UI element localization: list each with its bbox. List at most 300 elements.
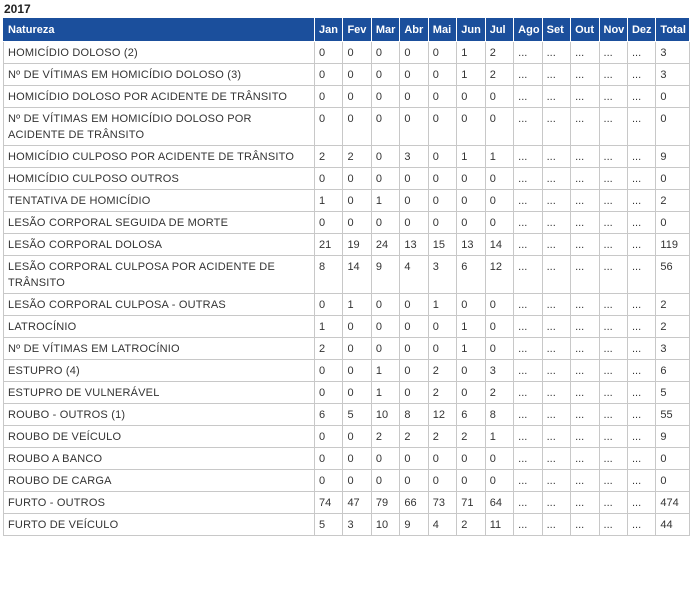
month-value-cell: ... <box>571 294 599 316</box>
month-value-cell: 9 <box>371 256 399 294</box>
total-cell: 0 <box>656 108 690 146</box>
natureza-cell: Nº DE VÍTIMAS EM LATROCÍNIO <box>4 338 315 360</box>
month-value-cell: 14 <box>343 256 371 294</box>
month-value-cell: 1 <box>485 146 513 168</box>
table-row <box>4 64 690 86</box>
month-value-cell: 6 <box>314 404 342 426</box>
month-value-cell: ... <box>599 470 627 492</box>
month-value-cell: 0 <box>343 42 371 64</box>
total-cell: 0 <box>656 168 690 190</box>
month-value-cell: 19 <box>343 234 371 256</box>
month-value-cell: 0 <box>343 108 371 146</box>
total-cell: 474 <box>656 492 690 514</box>
month-value-cell: ... <box>542 294 570 316</box>
month-value-cell: 10 <box>371 514 399 536</box>
month-value-cell: 14 <box>485 234 513 256</box>
month-value-cell: 5 <box>314 514 342 536</box>
table-row <box>4 492 690 514</box>
month-value-cell: 1 <box>457 42 485 64</box>
month-value-cell: 1 <box>457 316 485 338</box>
month-value-cell: 0 <box>314 86 342 108</box>
month-value-cell: 0 <box>428 316 456 338</box>
month-value-cell: 2 <box>428 426 456 448</box>
total-cell: 9 <box>656 426 690 448</box>
month-value-cell: 0 <box>343 448 371 470</box>
month-value-cell: ... <box>627 338 655 360</box>
total-cell: 2 <box>656 316 690 338</box>
table-row <box>4 316 690 338</box>
header-mai: Mai <box>428 18 456 42</box>
month-value-cell: 2 <box>428 360 456 382</box>
month-value-cell: 0 <box>400 42 428 64</box>
month-value-cell: 8 <box>314 256 342 294</box>
natureza-cell: HOMICÍDIO CULPOSO OUTROS <box>4 168 315 190</box>
month-value-cell: ... <box>599 108 627 146</box>
month-value-cell: ... <box>627 168 655 190</box>
month-value-cell: 8 <box>400 404 428 426</box>
month-value-cell: ... <box>599 404 627 426</box>
month-value-cell: ... <box>599 294 627 316</box>
month-value-cell: 1 <box>457 146 485 168</box>
month-value-cell: 1 <box>371 382 399 404</box>
month-value-cell: ... <box>514 448 542 470</box>
month-value-cell: ... <box>571 190 599 212</box>
month-value-cell: ... <box>599 316 627 338</box>
total-cell: 0 <box>656 470 690 492</box>
total-cell: 5 <box>656 382 690 404</box>
table-row <box>4 294 690 316</box>
month-value-cell: ... <box>514 426 542 448</box>
month-value-cell: ... <box>599 360 627 382</box>
month-value-cell: ... <box>627 426 655 448</box>
month-value-cell: 0 <box>428 470 456 492</box>
month-value-cell: 0 <box>457 86 485 108</box>
month-value-cell: 0 <box>371 448 399 470</box>
month-value-cell: ... <box>599 212 627 234</box>
month-value-cell: 0 <box>400 316 428 338</box>
header-total: Total <box>656 18 690 42</box>
month-value-cell: ... <box>627 294 655 316</box>
month-value-cell: 0 <box>314 168 342 190</box>
month-value-cell: 0 <box>400 64 428 86</box>
month-value-cell: ... <box>627 404 655 426</box>
month-value-cell: 10 <box>371 404 399 426</box>
natureza-cell: HOMICÍDIO DOLOSO (2) <box>4 42 315 64</box>
month-value-cell: 0 <box>371 108 399 146</box>
month-value-cell: 66 <box>400 492 428 514</box>
month-value-cell: ... <box>542 212 570 234</box>
month-value-cell: 0 <box>428 108 456 146</box>
month-value-cell: 0 <box>371 146 399 168</box>
month-value-cell: ... <box>627 190 655 212</box>
month-value-cell: 0 <box>400 212 428 234</box>
total-cell: 2 <box>656 190 690 212</box>
month-value-cell: ... <box>542 64 570 86</box>
month-value-cell: ... <box>514 256 542 294</box>
month-value-cell: 0 <box>314 294 342 316</box>
month-value-cell: ... <box>514 316 542 338</box>
month-value-cell: ... <box>542 256 570 294</box>
month-value-cell: 0 <box>343 316 371 338</box>
month-value-cell: 0 <box>343 168 371 190</box>
natureza-cell: HOMICÍDIO CULPOSO POR ACIDENTE DE TRÂNSITO <box>4 146 315 168</box>
month-value-cell: 0 <box>343 212 371 234</box>
header-out: Out <box>571 18 599 42</box>
month-value-cell: 0 <box>314 382 342 404</box>
table-row <box>4 42 690 64</box>
month-value-cell: ... <box>571 470 599 492</box>
month-value-cell: ... <box>599 168 627 190</box>
natureza-cell: FURTO - OUTROS <box>4 492 315 514</box>
month-value-cell: ... <box>514 382 542 404</box>
month-value-cell: 3 <box>400 146 428 168</box>
month-value-cell: ... <box>627 382 655 404</box>
table-row <box>4 146 690 168</box>
month-value-cell: 1 <box>314 316 342 338</box>
month-value-cell: ... <box>514 514 542 536</box>
month-value-cell: 0 <box>343 86 371 108</box>
month-value-cell: 6 <box>457 256 485 294</box>
month-value-cell: ... <box>571 168 599 190</box>
month-value-cell: 64 <box>485 492 513 514</box>
month-value-cell: 1 <box>343 294 371 316</box>
month-value-cell: 2 <box>485 42 513 64</box>
table-row <box>4 338 690 360</box>
month-value-cell: 0 <box>343 338 371 360</box>
month-value-cell: 1 <box>485 426 513 448</box>
month-value-cell: 0 <box>314 212 342 234</box>
month-value-cell: 0 <box>400 382 428 404</box>
month-value-cell: ... <box>627 360 655 382</box>
month-value-cell: 0 <box>485 190 513 212</box>
month-value-cell: 8 <box>485 404 513 426</box>
month-value-cell: 0 <box>371 212 399 234</box>
month-value-cell: 0 <box>314 426 342 448</box>
table-row <box>4 190 690 212</box>
natureza-cell: HOMICÍDIO DOLOSO POR ACIDENTE DE TRÂNSITO <box>4 86 315 108</box>
table-body <box>4 42 690 536</box>
header-natureza: Natureza <box>4 18 315 42</box>
month-value-cell: ... <box>571 514 599 536</box>
month-value-cell: ... <box>599 426 627 448</box>
month-value-cell: ... <box>514 86 542 108</box>
month-value-cell: 2 <box>428 382 456 404</box>
month-value-cell: ... <box>542 404 570 426</box>
month-value-cell: ... <box>514 360 542 382</box>
month-value-cell: 0 <box>457 448 485 470</box>
header-mar: Mar <box>371 18 399 42</box>
natureza-cell: Nº DE VÍTIMAS EM HOMICÍDIO DOLOSO (3) <box>4 64 315 86</box>
table-row <box>4 234 690 256</box>
month-value-cell: ... <box>599 190 627 212</box>
month-value-cell: 1 <box>371 360 399 382</box>
month-value-cell: 12 <box>428 404 456 426</box>
natureza-cell: TENTATIVA DE HOMICÍDIO <box>4 190 315 212</box>
month-value-cell: ... <box>514 212 542 234</box>
month-value-cell: 2 <box>400 426 428 448</box>
month-value-cell: 0 <box>371 86 399 108</box>
natureza-cell: FURTO DE VEÍCULO <box>4 514 315 536</box>
month-value-cell: ... <box>542 168 570 190</box>
month-value-cell: ... <box>542 426 570 448</box>
month-value-cell: 1 <box>457 338 485 360</box>
natureza-cell: ROUBO A BANCO <box>4 448 315 470</box>
month-value-cell: 0 <box>485 212 513 234</box>
month-value-cell: 0 <box>485 448 513 470</box>
month-value-cell: 0 <box>485 338 513 360</box>
natureza-cell: ROUBO DE CARGA <box>4 470 315 492</box>
month-value-cell: ... <box>542 382 570 404</box>
table-row <box>4 86 690 108</box>
month-value-cell: ... <box>627 212 655 234</box>
month-value-cell: 15 <box>428 234 456 256</box>
month-value-cell: 0 <box>400 338 428 360</box>
table-row <box>4 256 690 294</box>
month-value-cell: 24 <box>371 234 399 256</box>
month-value-cell: 4 <box>400 256 428 294</box>
month-value-cell: 0 <box>457 382 485 404</box>
header-fev: Fev <box>343 18 371 42</box>
table-row <box>4 448 690 470</box>
month-value-cell: 2 <box>485 382 513 404</box>
header-dez: Dez <box>627 18 655 42</box>
month-value-cell: 0 <box>400 168 428 190</box>
table-header-row <box>4 18 690 42</box>
table-row <box>4 382 690 404</box>
table-row <box>4 404 690 426</box>
month-value-cell: 0 <box>371 316 399 338</box>
month-value-cell: ... <box>514 338 542 360</box>
month-value-cell: 0 <box>371 470 399 492</box>
month-value-cell: ... <box>599 256 627 294</box>
month-value-cell: 0 <box>485 316 513 338</box>
month-value-cell: ... <box>599 492 627 514</box>
month-value-cell: ... <box>542 190 570 212</box>
month-value-cell: ... <box>571 64 599 86</box>
month-value-cell: 1 <box>314 190 342 212</box>
month-value-cell: 0 <box>371 42 399 64</box>
month-value-cell: 1 <box>428 294 456 316</box>
month-value-cell: 0 <box>400 448 428 470</box>
month-value-cell: 0 <box>428 146 456 168</box>
month-value-cell: 0 <box>485 168 513 190</box>
month-value-cell: 2 <box>457 514 485 536</box>
month-value-cell: 3 <box>428 256 456 294</box>
month-value-cell: 2 <box>314 338 342 360</box>
month-value-cell: 3 <box>343 514 371 536</box>
month-value-cell: 2 <box>371 426 399 448</box>
month-value-cell: 1 <box>457 64 485 86</box>
month-value-cell: 0 <box>400 360 428 382</box>
month-value-cell: ... <box>599 64 627 86</box>
total-cell: 56 <box>656 256 690 294</box>
month-value-cell: 0 <box>457 212 485 234</box>
month-value-cell: ... <box>627 146 655 168</box>
month-value-cell: 13 <box>400 234 428 256</box>
month-value-cell: 0 <box>343 360 371 382</box>
month-value-cell: ... <box>542 316 570 338</box>
natureza-cell: ESTUPRO DE VULNERÁVEL <box>4 382 315 404</box>
month-value-cell: 0 <box>485 294 513 316</box>
month-value-cell: ... <box>571 108 599 146</box>
month-value-cell: 0 <box>485 86 513 108</box>
header-jun: Jun <box>457 18 485 42</box>
month-value-cell: 0 <box>457 360 485 382</box>
month-value-cell: ... <box>571 382 599 404</box>
month-value-cell: ... <box>571 316 599 338</box>
total-cell: 2 <box>656 294 690 316</box>
month-value-cell: ... <box>627 234 655 256</box>
month-value-cell: ... <box>542 470 570 492</box>
natureza-cell: ESTUPRO (4) <box>4 360 315 382</box>
month-value-cell: ... <box>627 256 655 294</box>
month-value-cell: ... <box>571 234 599 256</box>
month-value-cell: 0 <box>457 108 485 146</box>
month-value-cell: ... <box>514 64 542 86</box>
month-value-cell: 0 <box>400 86 428 108</box>
month-value-cell: 2 <box>343 146 371 168</box>
month-value-cell: ... <box>599 146 627 168</box>
month-value-cell: ... <box>542 42 570 64</box>
header-ago: Ago <box>514 18 542 42</box>
total-cell: 0 <box>656 448 690 470</box>
total-cell: 9 <box>656 146 690 168</box>
month-value-cell: 0 <box>314 470 342 492</box>
month-value-cell: 0 <box>371 64 399 86</box>
month-value-cell: 0 <box>343 382 371 404</box>
header-nov: Nov <box>599 18 627 42</box>
header-jul: Jul <box>485 18 513 42</box>
month-value-cell: ... <box>627 514 655 536</box>
month-value-cell: ... <box>627 470 655 492</box>
month-value-cell: ... <box>571 360 599 382</box>
month-value-cell: 0 <box>400 294 428 316</box>
month-value-cell: 0 <box>428 168 456 190</box>
month-value-cell: ... <box>514 146 542 168</box>
month-value-cell: 0 <box>371 168 399 190</box>
month-value-cell: ... <box>514 492 542 514</box>
month-value-cell: 0 <box>400 470 428 492</box>
month-value-cell: 0 <box>400 190 428 212</box>
month-value-cell: ... <box>542 234 570 256</box>
month-value-cell: ... <box>599 42 627 64</box>
header-jan: Jan <box>314 18 342 42</box>
header-abr: Abr <box>400 18 428 42</box>
natureza-cell: LATROCÍNIO <box>4 316 315 338</box>
month-value-cell: ... <box>627 448 655 470</box>
month-value-cell: ... <box>599 234 627 256</box>
total-cell: 3 <box>656 338 690 360</box>
month-value-cell: ... <box>542 338 570 360</box>
table-row <box>4 108 690 146</box>
month-value-cell: ... <box>571 426 599 448</box>
month-value-cell: 0 <box>343 64 371 86</box>
month-value-cell: ... <box>571 448 599 470</box>
month-value-cell: 1 <box>371 190 399 212</box>
month-value-cell: ... <box>514 108 542 146</box>
month-value-cell: 0 <box>428 86 456 108</box>
month-value-cell: ... <box>542 492 570 514</box>
month-value-cell: ... <box>514 470 542 492</box>
month-value-cell: ... <box>542 360 570 382</box>
month-value-cell: 2 <box>314 146 342 168</box>
month-value-cell: 12 <box>485 256 513 294</box>
month-value-cell: 0 <box>314 64 342 86</box>
month-value-cell: 0 <box>371 338 399 360</box>
month-value-cell: ... <box>627 108 655 146</box>
month-value-cell: ... <box>571 146 599 168</box>
month-value-cell: ... <box>627 42 655 64</box>
month-value-cell: 0 <box>314 42 342 64</box>
month-value-cell: 0 <box>428 338 456 360</box>
natureza-cell: ROUBO DE VEÍCULO <box>4 426 315 448</box>
table-row <box>4 212 690 234</box>
natureza-cell: LESÃO CORPORAL SEGUIDA DE MORTE <box>4 212 315 234</box>
month-value-cell: 47 <box>343 492 371 514</box>
month-value-cell: ... <box>514 234 542 256</box>
month-value-cell: ... <box>599 86 627 108</box>
month-value-cell: 0 <box>457 294 485 316</box>
month-value-cell: 4 <box>428 514 456 536</box>
total-cell: 6 <box>656 360 690 382</box>
month-value-cell: 0 <box>428 448 456 470</box>
total-cell: 3 <box>656 42 690 64</box>
month-value-cell: 2 <box>485 64 513 86</box>
month-value-cell: 71 <box>457 492 485 514</box>
month-value-cell: 2 <box>457 426 485 448</box>
month-value-cell: 9 <box>400 514 428 536</box>
month-value-cell: 6 <box>457 404 485 426</box>
table-row <box>4 360 690 382</box>
month-value-cell: ... <box>514 190 542 212</box>
month-value-cell: ... <box>627 64 655 86</box>
month-value-cell: 0 <box>314 108 342 146</box>
month-value-cell: ... <box>542 146 570 168</box>
month-value-cell: 0 <box>343 426 371 448</box>
month-value-cell: 0 <box>457 168 485 190</box>
month-value-cell: ... <box>599 338 627 360</box>
month-value-cell: 0 <box>428 212 456 234</box>
month-value-cell: 0 <box>457 190 485 212</box>
month-value-cell: ... <box>514 294 542 316</box>
month-value-cell: ... <box>571 404 599 426</box>
table-row <box>4 426 690 448</box>
month-value-cell: ... <box>599 448 627 470</box>
month-value-cell: 0 <box>428 42 456 64</box>
total-cell: 55 <box>656 404 690 426</box>
month-value-cell: ... <box>627 316 655 338</box>
crime-statistics-table <box>3 18 690 536</box>
month-value-cell: 11 <box>485 514 513 536</box>
month-value-cell: 0 <box>314 448 342 470</box>
month-value-cell: ... <box>542 108 570 146</box>
month-value-cell: 21 <box>314 234 342 256</box>
month-value-cell: 0 <box>400 108 428 146</box>
total-cell: 0 <box>656 212 690 234</box>
month-value-cell: 0 <box>428 64 456 86</box>
month-value-cell: ... <box>571 338 599 360</box>
month-value-cell: 3 <box>485 360 513 382</box>
month-value-cell: ... <box>542 514 570 536</box>
table-row <box>4 514 690 536</box>
month-value-cell: ... <box>627 492 655 514</box>
month-value-cell: ... <box>542 86 570 108</box>
natureza-cell: LESÃO CORPORAL CULPOSA POR ACIDENTE DE TRÂNSITO <box>4 256 315 294</box>
month-value-cell: 0 <box>485 108 513 146</box>
month-value-cell: ... <box>571 212 599 234</box>
month-value-cell: 0 <box>428 190 456 212</box>
natureza-cell: LESÃO CORPORAL DOLOSA <box>4 234 315 256</box>
